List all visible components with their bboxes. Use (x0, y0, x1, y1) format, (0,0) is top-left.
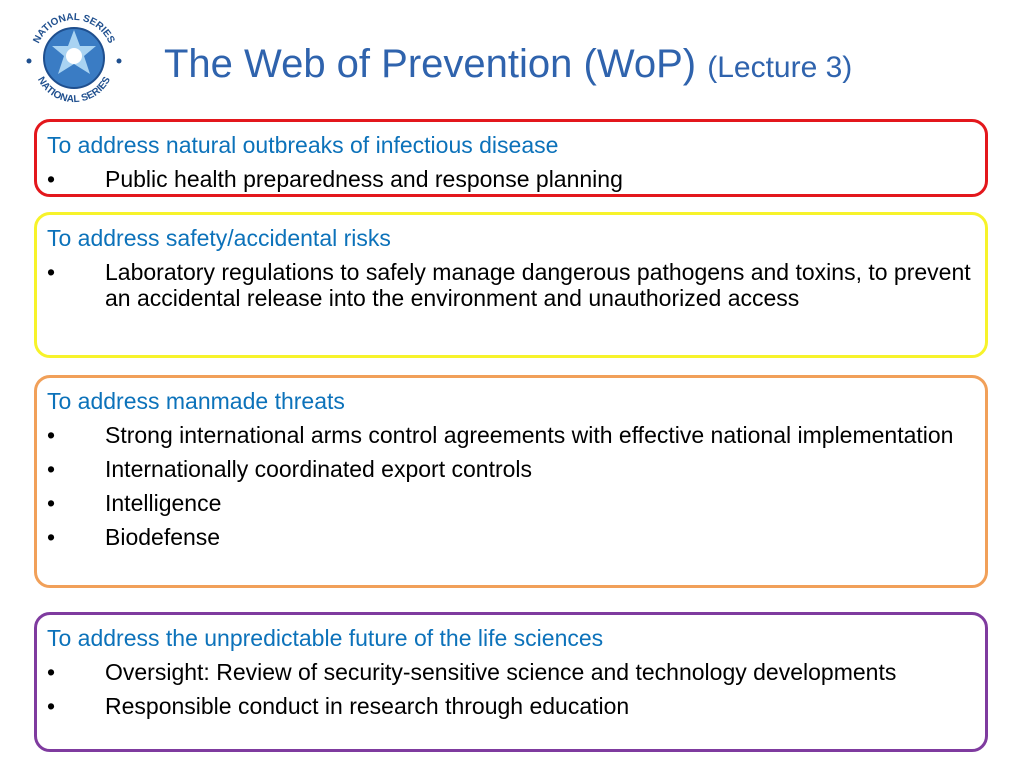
bullet-icon: • (47, 693, 56, 719)
bullet-icon: • (47, 490, 56, 516)
box-safety-risks (34, 212, 988, 358)
box-heading: To address the unpredictable future of the life sciences (47, 625, 604, 651)
bullet-icon: • (47, 259, 56, 285)
title-main: The Web of Prevention (WoP) (164, 42, 697, 86)
list-item: • Responsible conduct in research through education (47, 693, 630, 719)
bullet-icon: • (47, 659, 56, 685)
box-natural-outbreaks (34, 119, 988, 197)
box-manmade-threats (34, 375, 988, 588)
bullet-list (47, 422, 975, 550)
box-heading: To address natural outbreaks of infectious disease (47, 132, 559, 158)
list-item: • Oversight: Review of security-sensitive science and technology developments (47, 659, 897, 685)
bullet-icon: • (47, 456, 56, 482)
list-item: • Laboratory regulations to safely manage dangerous pathogens and toxins, to prevent an accidental release into the environment and unauthorized access (47, 259, 971, 311)
list-item: • Public health preparedness and response planning (47, 166, 623, 192)
bullet-list (47, 259, 975, 311)
bullet-icon: • (47, 166, 56, 192)
svg-text:NATIONAL SERIES: NATIONAL SERIES (31, 11, 117, 46)
bullet-list (47, 659, 975, 719)
list-item: • Strong international arms control agreements with effective national implementation (47, 422, 954, 448)
national-series-logo-icon (22, 6, 126, 110)
box-life-sciences-future (34, 612, 988, 752)
bullet-icon: • (47, 524, 56, 550)
box-heading: To address safety/accidental risks (47, 225, 391, 251)
bullet-list (47, 166, 975, 192)
list-item: • Internationally coordinated export controls (47, 456, 533, 482)
list-item: • Intelligence (47, 490, 222, 516)
box-heading: To address manmade threats (47, 388, 345, 414)
svg-text:NATIONAL SERIES: NATIONAL SERIES (35, 75, 113, 106)
list-item: • Biodefense (47, 524, 221, 550)
bullet-icon: • (47, 422, 56, 448)
title-sub: (Lecture 3) (707, 51, 853, 84)
page-title (164, 44, 852, 84)
